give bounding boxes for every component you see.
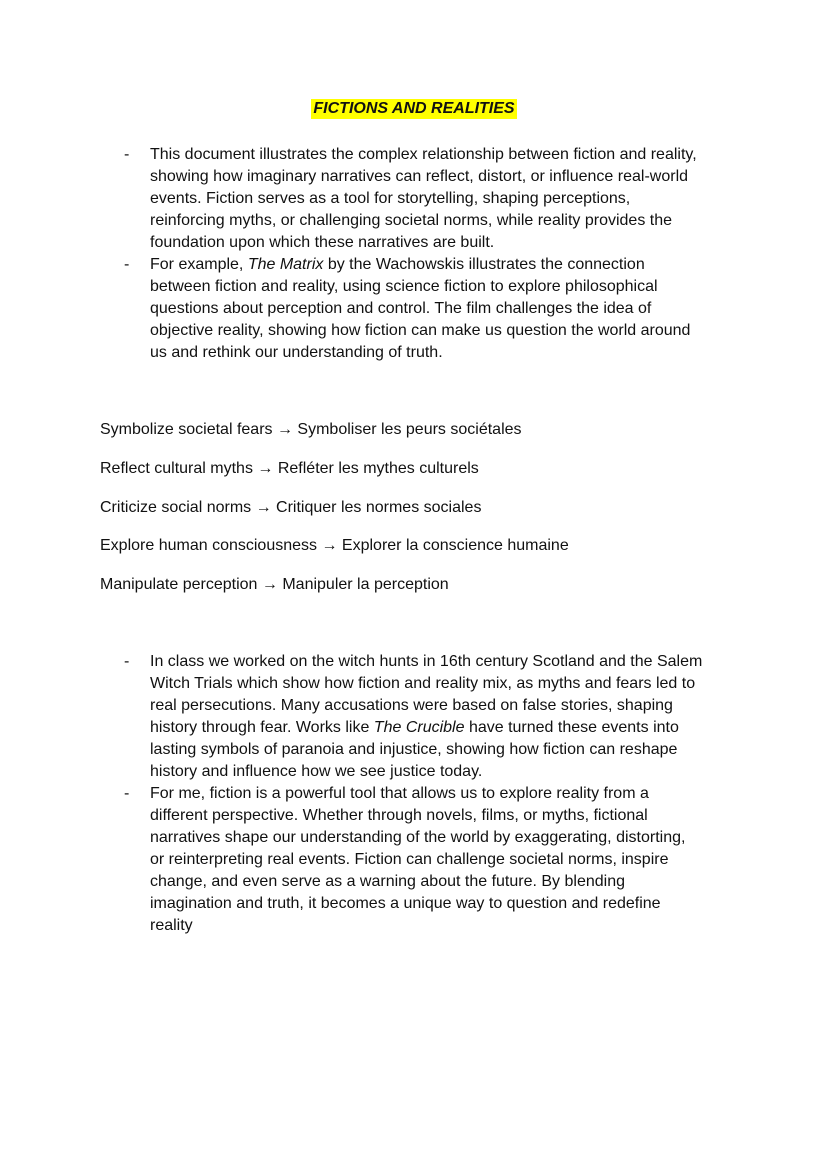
vocab-french: Manipuler la perception <box>282 576 449 593</box>
text-segment: by the Wachowskis illustrates the connection <box>323 256 645 273</box>
text-line <box>150 717 764 739</box>
text-line: change, and even serve as a warning about the future. By blending <box>150 873 625 890</box>
text-segment: have turned these events into <box>464 719 679 736</box>
text-line: foundation upon which these narratives are built. <box>150 234 495 251</box>
vocab-item <box>100 419 522 441</box>
vocab-item <box>100 458 479 480</box>
arrow-right-icon: → <box>257 460 274 477</box>
text-line: objective reality, showing how fiction can make us question the world around <box>150 322 691 339</box>
text-segment: For example, <box>150 256 248 273</box>
text-line: between fiction and reality, using science fiction to explore philosophical <box>150 278 658 295</box>
text-line: In class we worked on the witch hunts in 16th century Scotland and the Salem <box>150 653 703 670</box>
intro-bullet-list <box>124 144 764 364</box>
reflection-bullet-list <box>124 651 764 937</box>
vocab-english: Explore human consciousness <box>100 537 318 554</box>
document-title: FICTIONS AND REALITIES <box>313 100 515 117</box>
text-line: questions about perception and control. The film challenges the idea of <box>150 300 652 317</box>
vocab-french: Critiquer les normes sociales <box>276 499 482 516</box>
vocab-french: Symboliser les peurs sociétales <box>297 421 522 438</box>
bullet-dash: - <box>124 785 130 802</box>
bullet-dash: - <box>124 653 130 670</box>
bullet-item-witch-hunts <box>124 651 764 783</box>
text-line: reality <box>150 917 193 934</box>
vocab-item <box>100 497 481 519</box>
title-container <box>0 99 828 119</box>
arrow-right-icon: → <box>276 421 293 438</box>
work-title-the-matrix: The Matrix <box>247 256 324 273</box>
text-line: different perspective. Whether through novels, films, or myths, fictional <box>150 807 648 824</box>
text-line: real persecutions. Many accusations were based on false stories, shaping <box>150 697 673 714</box>
text-line: For me, fiction is a powerful tool that allows us to explore reality from a <box>150 785 649 802</box>
text-line <box>150 254 764 276</box>
text-line: or reinterpreting real events. Fiction can challenge societal norms, inspire <box>150 851 669 868</box>
bullet-item-personal-view <box>124 783 764 937</box>
vocab-french: Explorer la conscience humaine <box>341 537 569 554</box>
text-line: narratives shape our understanding of the world by exaggerating, distorting, <box>150 829 686 846</box>
bullet-item-intro <box>124 144 764 254</box>
vocab-english: Manipulate perception <box>100 576 258 593</box>
arrow-right-icon: → <box>255 499 272 516</box>
text-line: showing how imaginary narratives can reflect, distort, or influence real-world <box>150 168 689 185</box>
vocab-english: Reflect cultural myths <box>100 460 253 477</box>
work-title-the-crucible: The Crucible <box>373 719 465 736</box>
text-line: lasting symbols of paranoia and injustice, showing how fiction can reshape <box>150 741 678 758</box>
text-line: This document illustrates the complex relationship between fiction and reality, <box>150 146 697 163</box>
text-line: events. Fiction serves as a tool for storytelling, shaping perceptions, <box>150 190 631 207</box>
arrow-right-icon: → <box>261 576 278 593</box>
vocab-english: Symbolize societal fears <box>100 421 273 438</box>
vocab-french: Refléter les mythes culturels <box>277 460 479 477</box>
arrow-right-icon: → <box>321 537 338 554</box>
text-line: history and influence how we see justice today. <box>150 763 483 780</box>
bullet-dash: - <box>124 256 130 273</box>
text-line: imagination and truth, it becomes a unique way to question and redefine <box>150 895 661 912</box>
text-line: reinforcing myths, or challenging societal norms, while reality provides the <box>150 212 673 229</box>
vocab-item <box>100 574 449 596</box>
text-segment: history through fear. Works like <box>150 719 374 736</box>
bullet-dash: - <box>124 146 130 163</box>
text-line: Witch Trials which show how fiction and reality mix, as myths and fears led to <box>150 675 696 692</box>
vocab-item <box>100 535 569 557</box>
vocab-english: Criticize social norms <box>100 499 252 516</box>
text-line: us and rethink our understanding of truth. <box>150 344 443 361</box>
bullet-item-matrix-example <box>124 254 764 364</box>
